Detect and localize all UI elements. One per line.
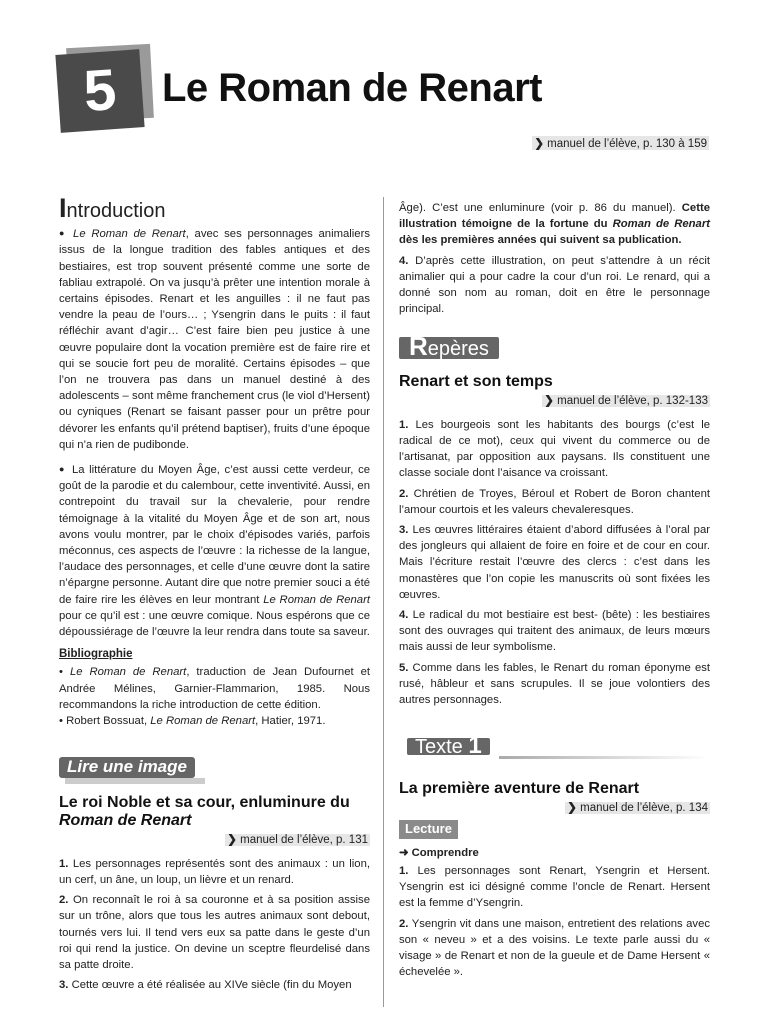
intro-paragraph-1: ● Le Roman de Renart, avec ses personnages animaliers issus de la longue tradition des fables antiques et des bestiaires, est trop souvent présenté comme une sorte de fabliau extrapolé. On va jusqu’à prêter une intention morale à certains épisodes. Renart et les anguilles : il ne faut pas vendre la peau de l’ours… ; Ysengrin dans le puits : il faut réfléchir avant d’agir… C’est faire bien peu justice à une œuvre populaire dont la vocation première est de faire rire et qui se soucie fort peu de moralité. Certains épisodes – que l’on ne trouvera pas dans un manuel destiné à des adolescents – sont même franchement crus (le viol d’Hersent) ou cyniques (Renart se faisant passer pour un prêtre pour dévorer les enfants qu’il prétend baptiser), fruits d’une époque qui n’a rien de pudibonde. [59,225,370,453]
lecture-tab: Lecture [399,820,458,838]
texte-1-tab: Texte 1 [399,738,710,772]
reperes-heading: Renart et son temps [399,372,553,390]
introduction-heading: Introduction [59,193,166,223]
texte-1-answer-2: 2. Ysengrin vit dans une maison, entretient des relations avec son « neveu » et a des voisins. Le texte parle aussi du « visage » de Renart et non de la gueule et de Dame Hersent « échevelée ». [399,917,711,979]
left-column [59,193,371,997]
column-divider [383,197,384,1007]
reperes-item-3: 3. Les œuvres littéraires étaient d’abord diffusées à l’oral par des jongleurs qui allaient de foire en foire et de cour en cour. Mais l’écriture restait l’œuvre des clercs : c’est dans les monastères que l’on copie les manuscrits où sont fixées les œuvres. [399,524,711,601]
lire-answer-4: 4. D’après cette illustration, on peut s’attendre à un récit animalier qui a pour cadre la cour d’un roi. Le renard, qui a donné son nom au roman, doit en être le personnage principal. [399,254,710,316]
texte-1-heading: La première aventure de Renart [399,780,640,798]
lire-ref: ❯ manuel de l’élève, p. 131 [225,834,370,846]
lire-une-image-tab: Lire une image [59,757,195,777]
chapter-number-badge [58,46,154,132]
bibliography-heading: Bibliographie [59,648,133,661]
lire-answer-1: 1. Les personnages représentés sont des animaux : un lion, un cerf, un âne, un loup, un lièvre et un renard. [59,857,371,886]
chapter-number: 5 [55,49,144,133]
page-title: Le Roman de Renart [162,66,542,110]
lire-answer-3: 3. Cette œuvre a été réalisée au XIVe siècle (fin du Moyen [59,979,352,992]
lire-answer-2: 2. On reconnaît le roi à sa couronne et à sa position assise sur un trône, alors que tous les autres animaux sont debout, tournés vers lui. Il tend vers eux sa patte dans le geste d’un roi qui rend la justice. On devine un sceptre fleurdelisé dans sa patte droite. [59,894,370,971]
reperes-item-5: 5. Comme dans les fables, le Renart du roman éponyme est rusé, hâbleur et sans scrupules. Il se joue volontiers des autres personnages. [399,661,711,707]
intro-paragraph-2: ● La littérature du Moyen Âge, c’est aussi cette verdeur, ce goût de la parodie et du calembour, cette inventivité. Aussi, en contrepoint du travail sur la chevalerie, pour rendre témoignage à la vitalité du Moyen Âge et de son art, nous avons voulu montrer, par le choix d’épisodes variés, parfois méconnus, ces aspects de l’œuvre : la richesse de la langue, l’audace des personnages, et celle d’une œuvre dont la satire n’épargne personne. Autant dire que notre premier souci a été de faire rire les élèves en leur montrant Le Roman de Renart pour ce qu’il est : une œuvre comique. Nous espérons que ce dépoussiérage de l’œuvre la leur rendra dans toute sa saveur. [59,461,370,640]
texte-1-answer-1: 1. Les personnages sont Renart, Ysengrin et Hersent. Ysengrin est ici désigné comme l’oncle de Renart. Hersent est la femme d’Ysengrin. [399,864,711,910]
lire-heading: Le roi Noble et sa cour, enluminure du Roman de Renart [59,793,350,829]
arrow-right-icon: ➜ [399,846,409,859]
reperes-tab: Repères [399,337,499,358]
reperes-item-1: 1. Les bourgeois sont les habitants des bourgs (c’est le radical de ce mot), ceux qui vivent du commerce ou de l’artisanat, par opposition aux paysans. Ils constituent une classe sociale dont l’aisance va croissant. [399,418,710,480]
comprendre-heading: ➜ Comprendre [399,846,479,859]
texte-1-ref: ❯ manuel de l’élève, p. 134 [565,802,710,814]
reperes-ref: ❯ manuel de l’élève, p. 132-133 [542,395,710,407]
reperes-item-4: 4. Le radical du mot bestiaire est best- (bête) : les bestiaires sont des ouvrages qui traitent des animaux, de leurs mœurs mais aussi de leur symbolisme. [399,609,711,654]
bibliography-item-2: • Robert Bossuat, Le Roman de Renart, Hatier, 1971. [59,715,326,728]
chapter-ref: ❯ manuel de l’élève, p. 130 à 159 [532,136,709,150]
right-column [399,200,710,984]
reperes-item-2: 2. Chrétien de Troyes, Béroul et Robert de Boron chantent l’amour courtois et les valeurs chevaleresques. [399,487,710,516]
bibliography-item-1: • Le Roman de Renart, traduction de Jean Dufournet et Andrée Mélines, Garnier-Flammarion, 1985. Nous recommandons la riche introduction de cette édition. [59,666,371,711]
lire-answer-3-cont: Âge). C’est une enluminure (voir p. 86 du manuel). Cette illustration témoigne de la fortune du Roman de Renart dès les premières années qui suivent sa publication. [399,202,710,247]
